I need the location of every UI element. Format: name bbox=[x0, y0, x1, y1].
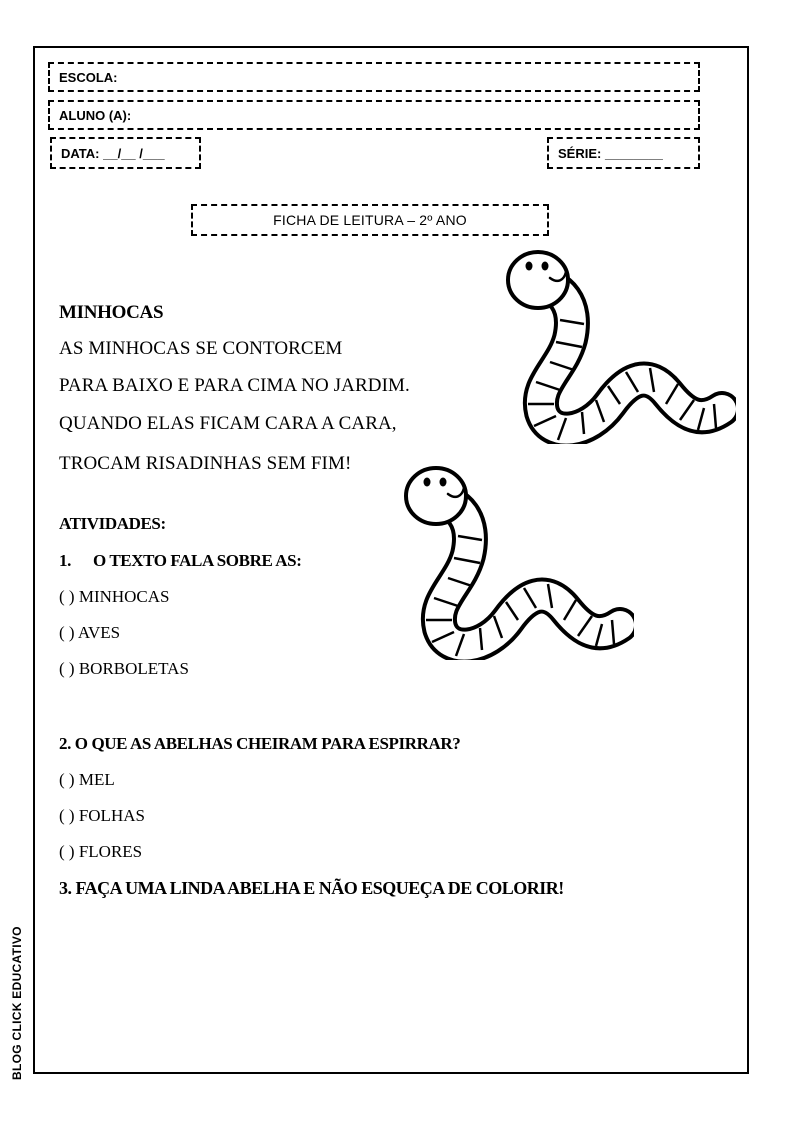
poem-line-3: QUANDO ELAS FICAM CARA A CARA, bbox=[59, 413, 397, 434]
question-1 bbox=[59, 551, 302, 571]
question-1-number: 1. bbox=[59, 551, 71, 570]
q1-option-3[interactable]: ( ) BORBOLETAS bbox=[59, 659, 189, 678]
poem-line-4: TROCAM RISADINHAS SEM FIM! bbox=[59, 453, 352, 474]
aluno-field[interactable] bbox=[48, 100, 700, 130]
poem-title: MINHOCAS bbox=[59, 302, 164, 323]
activities-heading: ATIVIDADES: bbox=[59, 514, 166, 533]
q2-option-3[interactable]: ( ) FLORES bbox=[59, 842, 143, 861]
q2-option-1[interactable]: ( ) MEL bbox=[59, 770, 115, 789]
data-label: DATA: __/__ /___ bbox=[61, 145, 165, 161]
sheet-title-text: FICHA DE LEITURA – 2º ANO bbox=[273, 212, 467, 228]
data-field[interactable] bbox=[50, 137, 201, 169]
poem-line-1: AS MINHOCAS SE CONTORCEM bbox=[59, 338, 343, 359]
worm-illustration-bottom bbox=[398, 460, 634, 660]
q1-option-1[interactable]: ( ) MINHOCAS bbox=[59, 587, 170, 606]
question-1-text: O TEXTO FALA SOBRE AS: bbox=[93, 551, 302, 570]
q2-option-2[interactable]: ( ) FOLHAS bbox=[59, 806, 145, 825]
question-2-text: 2. O QUE AS ABELHAS CHEIRAM PARA ESPIRRAR? bbox=[59, 734, 461, 753]
poem-line-2: PARA BAIXO E PARA CIMA NO JARDIM. bbox=[59, 375, 410, 396]
serie-label: SÉRIE: ________ bbox=[558, 145, 663, 161]
q1-option-2[interactable]: ( ) AVES bbox=[59, 623, 121, 642]
escola-field[interactable] bbox=[48, 62, 700, 92]
sheet-title bbox=[191, 204, 549, 236]
blog-side-label: BLOG CLICK EDUCATIVO bbox=[10, 926, 24, 1080]
aluno-label: ALUNO (A): bbox=[59, 107, 132, 123]
worm-illustration-top bbox=[500, 244, 736, 444]
question-3-text: 3. FAÇA UMA LINDA ABELHA E NÃO ESQUEÇA DE COLORIR! bbox=[59, 878, 564, 898]
escola-label: ESCOLA: bbox=[59, 69, 118, 85]
serie-field[interactable] bbox=[547, 137, 700, 169]
